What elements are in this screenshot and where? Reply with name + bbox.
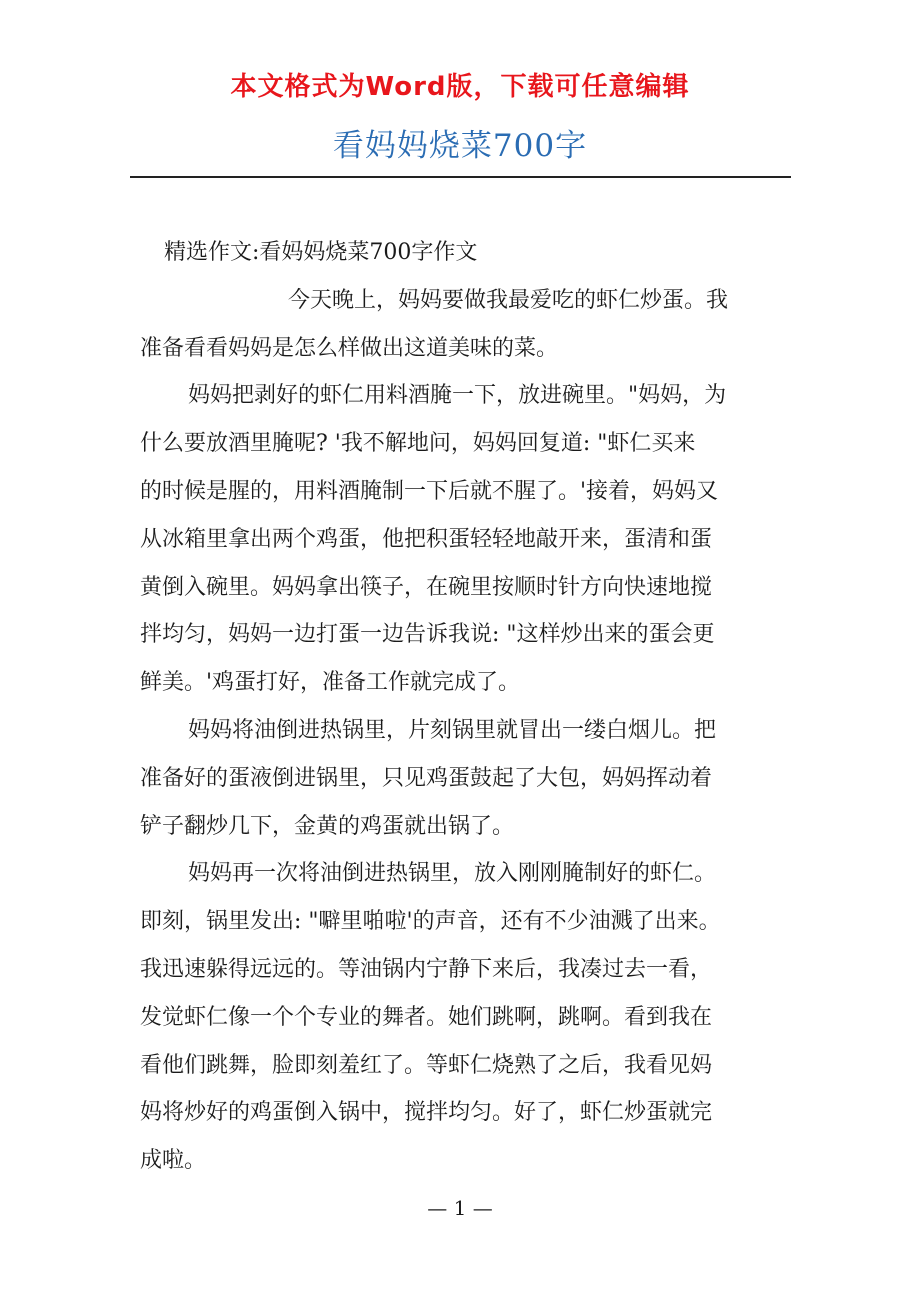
body-line: 准备好的蛋液倒进锅里，只见鸡蛋鼓起了大包，妈妈挥动着 [140, 765, 713, 791]
body-line: 妈妈将油倒进热锅里，片刻锅里就冒出一缕白烟儿。把 [188, 717, 717, 743]
body-line: 成啦。 [140, 1148, 207, 1174]
document-title: 看妈妈烧菜700字 [332, 128, 588, 164]
body-line: 妈将炒好的鸡蛋倒入锅中，搅拌均匀。好了，虾仁炒蛋就完 [140, 1100, 713, 1126]
body-line: 今天晚上，妈妈要做我最爱吃的虾仁炒蛋。我 [288, 287, 729, 313]
body-line: 我迅速躲得远远的。等油锅内宁静下来后，我凑过去一看， [140, 956, 713, 982]
body-line: 黄倒入碗里。妈妈拿出筷子，在碗里按顺时针方向快速地搅 [140, 574, 713, 600]
body-line: 准备看看妈妈是怎么样做出这道美味的菜。 [140, 335, 559, 361]
body-line: 的时候是腥的，用料酒腌制一下后就不腥了。'接着，妈妈又 [140, 478, 719, 504]
title-divider [130, 176, 791, 178]
body-line: 发觉虾仁像一个个专业的舞者。她们跳啊，跳啊。看到我在 [140, 1004, 713, 1030]
format-banner: 本文格式为Word版，下载可任意编辑 [230, 72, 690, 102]
body-line: 铲子翻炒几下，金黄的鸡蛋就出锅了。 [140, 813, 515, 839]
body-line: 从冰箱里拿出两个鸡蛋，他把积蛋轻轻地敲开来，蛋清和蛋 [140, 526, 713, 552]
body-line: 看他们跳舞，脸即刻羞红了。等虾仁烧熟了之后，我看见妈 [140, 1052, 713, 1078]
page-number: — 1 — [427, 1196, 493, 1220]
body-line: 妈妈把剥好的虾仁用料酒腌一下，放进碗里。"妈妈，为 [188, 383, 727, 409]
body-line: 妈妈再一次将油倒进热锅里，放入刚刚腌制好的虾仁。 [188, 861, 717, 887]
body-line: 什么要放酒里腌呢? '我不解地问，妈妈回复道: "虾仁买来 [140, 431, 696, 457]
article-subheading: 精选作文:看妈妈烧菜700字作文 [164, 240, 478, 265]
body-line: 鲜美。'鸡蛋打好，准备工作就完成了。 [140, 670, 521, 696]
body-line: 即刻，锅里发出: "噼里啪啦'的声音，还有不少油溅了出来。 [140, 909, 721, 935]
article-body [140, 229, 792, 1185]
body-line: 拌均匀，妈妈一边打蛋一边告诉我说: "这样炒出来的蛋会更 [140, 622, 715, 648]
